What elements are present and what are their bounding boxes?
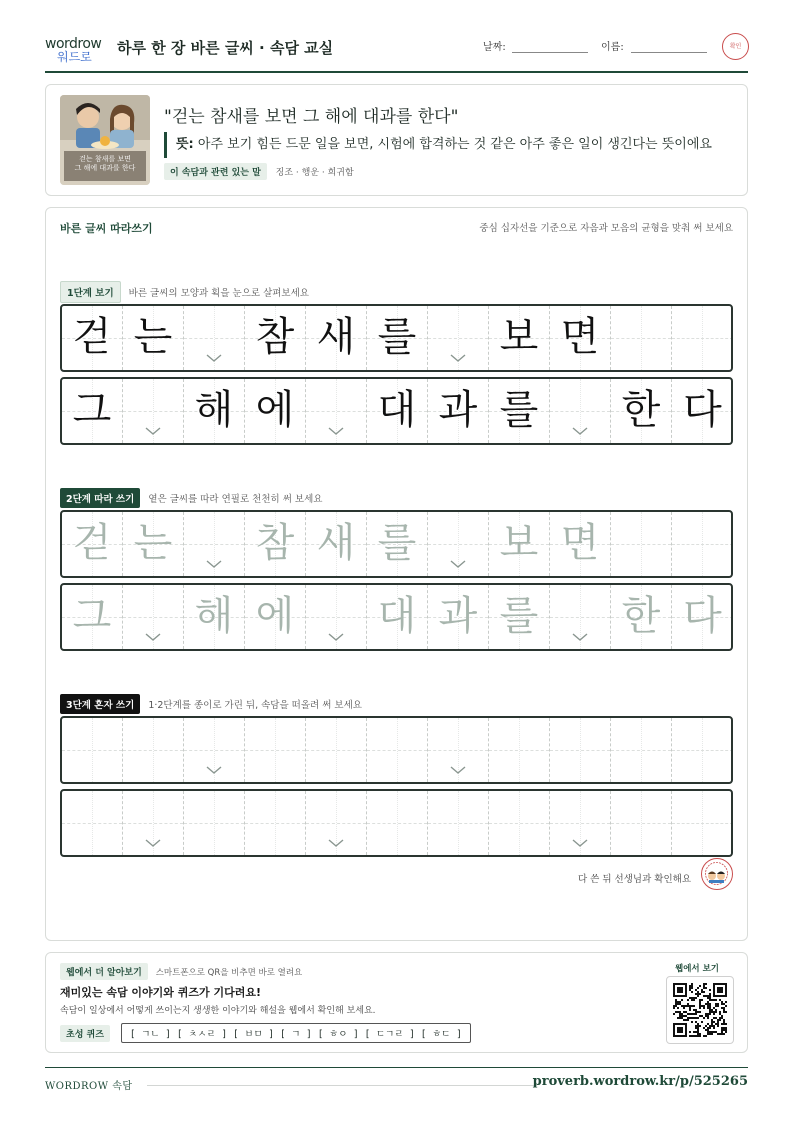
footer-url[interactable]: proverb.wordrow.kr/p/525265 <box>532 1074 748 1089</box>
hangul-char: 대 <box>377 387 417 433</box>
writing-cell[interactable] <box>428 512 489 576</box>
space-mark-icon <box>450 560 466 569</box>
hangul-char: 새 <box>316 520 356 566</box>
writing-cell[interactable] <box>306 585 367 649</box>
writing-cell <box>62 306 123 370</box>
hangul-char: 그 <box>72 593 112 639</box>
writing-cell <box>123 379 184 443</box>
hangul-char: 그 <box>72 387 112 433</box>
writing-cell[interactable] <box>611 718 672 782</box>
writing-cell <box>62 379 123 443</box>
writing-cell <box>367 379 428 443</box>
writing-cell[interactable] <box>245 718 306 782</box>
hangul-char: 는 <box>133 314 173 360</box>
quiz-value: [ ㄱㄴ ] [ ㅊㅅㄹ ] [ ㅂㅁ ] [ ㄱ ] [ ㅎㅇ ] [ ㄷㄱㄹ ] [ ㅎㄷ ] <box>121 1023 471 1043</box>
writing-cell <box>550 379 611 443</box>
space-mark-icon <box>450 766 466 775</box>
hangul-char: 는 <box>133 520 173 566</box>
name-label: 이름: <box>601 42 624 53</box>
hangul-char: 새 <box>316 314 356 360</box>
writing-cell[interactable] <box>611 512 672 576</box>
writing-cell[interactable] <box>672 718 733 782</box>
hangul-char: 한 <box>621 387 661 433</box>
date-label: 날짜: <box>483 42 506 53</box>
hangul-char: 걷 <box>72 520 112 566</box>
writing-cell[interactable] <box>367 718 428 782</box>
writing-cell[interactable] <box>550 791 611 855</box>
writing-cell <box>611 379 672 443</box>
meaning-text: 아주 보기 힘든 드문 일을 보면, 시험에 합격하는 것 같은 아주 좋은 일이 생긴다는 뜻이에요 <box>197 137 712 152</box>
hangul-char: 를 <box>377 520 417 566</box>
stage2-badge: 2단계 따라 쓰기 <box>60 488 140 508</box>
writing-cell[interactable] <box>489 512 550 576</box>
writing-cell[interactable] <box>672 585 733 649</box>
writing-cell[interactable] <box>489 585 550 649</box>
writing-cell <box>428 306 489 370</box>
writing-cell[interactable] <box>123 585 184 649</box>
quiz-label: 초성 퀴즈 <box>60 1025 110 1042</box>
hangul-char: 한 <box>621 593 661 639</box>
writing-cell <box>550 306 611 370</box>
writing-cell[interactable] <box>367 512 428 576</box>
writing-cell <box>184 379 245 443</box>
proverb-title: "걷는 참새를 보면 그 해에 대과를 한다" <box>164 107 459 127</box>
writing-cell[interactable] <box>123 512 184 576</box>
writing-cell[interactable] <box>367 585 428 649</box>
proverb-card <box>45 84 748 196</box>
hangul-char: 과 <box>438 387 478 433</box>
hangul-char: 걷 <box>72 314 112 360</box>
web-card <box>45 952 748 1053</box>
writing-cell[interactable] <box>184 512 245 576</box>
writing-cell[interactable] <box>489 718 550 782</box>
space-mark-icon <box>206 766 222 775</box>
web-badge-sub: 스마트폰으로 QR을 비추면 바로 열려요 <box>155 968 303 978</box>
logo-korean: 워드로 <box>57 50 92 64</box>
writing-cell <box>306 379 367 443</box>
space-mark-icon <box>572 633 588 642</box>
qr-code-icon[interactable] <box>666 976 734 1044</box>
writing-cell[interactable] <box>62 791 123 855</box>
hangul-char: 참 <box>255 520 295 566</box>
writing-cell <box>184 306 245 370</box>
hangul-char: 해 <box>194 593 234 639</box>
writing-cell <box>245 306 306 370</box>
writing-cell[interactable] <box>184 791 245 855</box>
space-mark-icon <box>450 354 466 363</box>
writing-cell[interactable] <box>62 718 123 782</box>
hangul-char: 참 <box>255 314 295 360</box>
page-header <box>45 30 748 73</box>
stage1-row-2 <box>60 377 733 445</box>
stage1-row-1 <box>60 304 733 372</box>
space-mark-icon <box>145 633 161 642</box>
stage1-header <box>60 281 309 303</box>
date-field[interactable] <box>512 52 588 53</box>
writing-cell <box>489 306 550 370</box>
hangul-char: 에 <box>255 593 295 639</box>
stage2-desc: 옅은 글씨를 따라 연필로 천천히 써 보세요 <box>148 494 323 505</box>
writing-cell[interactable] <box>245 585 306 649</box>
hangul-char: 다 <box>683 593 722 639</box>
hangul-char: 를 <box>499 593 539 639</box>
related-words-list: 징조 · 행운 · 희귀함 <box>275 168 354 178</box>
writing-cell[interactable] <box>184 718 245 782</box>
writing-cell <box>672 379 733 443</box>
wordrow-logo <box>45 36 107 64</box>
space-mark-icon <box>572 427 588 436</box>
space-mark-icon <box>206 560 222 569</box>
writing-cell[interactable] <box>123 718 184 782</box>
page-footer <box>45 1067 748 1097</box>
stage3-desc: 1·2단계를 종이로 가린 뒤, 속담을 떠올려 써 보세요 <box>148 700 362 711</box>
hangul-char: 보 <box>499 314 539 360</box>
stage2-header <box>60 488 322 508</box>
writing-cell[interactable] <box>62 585 123 649</box>
writing-cell <box>245 379 306 443</box>
hangul-char: 를 <box>499 387 539 433</box>
stage2-row-2[interactable] <box>60 583 733 651</box>
stage1-badge: 1단계 보기 <box>60 281 121 303</box>
writing-cell[interactable] <box>672 791 733 855</box>
footer-divider <box>147 1085 537 1086</box>
stage2-row-1[interactable] <box>60 510 733 578</box>
web-description: 속담이 일상에서 어떻게 쓰이는지 생생한 이야기와 해설을 웹에서 확인해 보세요. <box>60 1006 376 1016</box>
proverb-illustration <box>60 95 150 185</box>
space-mark-icon <box>206 354 222 363</box>
chosung-quiz <box>60 1023 471 1043</box>
practice-note: 중심 십자선을 기준으로 자음과 모음의 균형을 맞춰 써 보세요 <box>479 223 733 234</box>
writing-cell[interactable] <box>611 791 672 855</box>
hangul-char: 에 <box>255 387 295 433</box>
writing-cell[interactable] <box>306 512 367 576</box>
writing-cell[interactable] <box>123 791 184 855</box>
meaning-label: 뜻: <box>176 137 194 152</box>
web-badge: 웹에서 더 알아보기 <box>60 963 148 980</box>
writing-cell[interactable] <box>550 718 611 782</box>
hangul-char: 해 <box>194 387 234 433</box>
writing-cell <box>428 379 489 443</box>
stage1-desc: 바른 글씨의 모양과 획을 눈으로 살펴보세요 <box>128 288 309 299</box>
hangul-char: 를 <box>377 314 417 360</box>
logo-wordmark: wordrow <box>45 36 102 52</box>
writing-cell[interactable] <box>245 512 306 576</box>
space-mark-icon <box>145 427 161 436</box>
writing-cell[interactable] <box>428 585 489 649</box>
teacher-stamp-icon <box>701 858 733 890</box>
space-mark-icon <box>328 427 344 436</box>
writing-cell <box>367 306 428 370</box>
space-mark-icon <box>328 839 344 848</box>
writing-cell <box>123 306 184 370</box>
space-mark-icon <box>328 633 344 642</box>
writing-cell[interactable] <box>550 585 611 649</box>
writing-cell[interactable] <box>245 791 306 855</box>
writing-cell[interactable] <box>184 585 245 649</box>
hangul-char: 다 <box>683 387 722 433</box>
page-title: 하루 한 장 바른 글씨 · 속담 교실 <box>117 39 334 57</box>
writing-cell[interactable] <box>306 791 367 855</box>
writing-cell[interactable] <box>611 585 672 649</box>
writing-cell[interactable] <box>672 512 733 576</box>
writing-cell[interactable] <box>428 718 489 782</box>
name-field[interactable] <box>631 52 707 53</box>
writing-cell <box>672 306 733 370</box>
footer-brand: WORDROW 속담 <box>45 1081 133 1092</box>
hangul-char: 보 <box>499 520 539 566</box>
web-badge-row <box>60 963 302 980</box>
space-mark-icon <box>572 839 588 848</box>
stage3-header <box>60 694 362 714</box>
qr-label: 웹에서 보기 <box>674 964 719 974</box>
writing-cell[interactable] <box>550 512 611 576</box>
stage3-row-2[interactable] <box>60 789 733 857</box>
hangul-char: 대 <box>377 593 417 639</box>
writing-cell <box>489 379 550 443</box>
stamp-text: 확인 <box>729 43 742 50</box>
writing-cell <box>306 306 367 370</box>
writing-cell[interactable] <box>62 512 123 576</box>
writing-cell[interactable] <box>489 791 550 855</box>
hangul-char: 면 <box>560 314 600 360</box>
writing-cell <box>611 306 672 370</box>
writing-cell[interactable] <box>428 791 489 855</box>
writing-cell[interactable] <box>367 791 428 855</box>
hangul-char: 면 <box>560 520 600 566</box>
web-headline: 재미있는 속담 이야기와 퀴즈가 기다려요! <box>60 986 261 999</box>
teacher-check-text: 다 쓴 뒤 선생님과 확인해요 <box>577 874 691 885</box>
related-badge: 이 속담과 관련 있는 말 <box>164 163 267 180</box>
writing-cell[interactable] <box>306 718 367 782</box>
proverb-meaning <box>164 132 712 158</box>
practice-title: 바른 글씨 따라쓰기 <box>60 222 153 235</box>
related-words <box>164 163 354 180</box>
stage3-badge: 3단계 혼자 쓰기 <box>60 694 140 714</box>
space-mark-icon <box>145 839 161 848</box>
stage3-row-1[interactable] <box>60 716 733 784</box>
illustration-caption: 걷는 참새를 보면 그 해에 대과를 한다 <box>74 155 136 172</box>
hangul-char: 과 <box>438 593 478 639</box>
approval-stamp-icon <box>722 33 749 60</box>
